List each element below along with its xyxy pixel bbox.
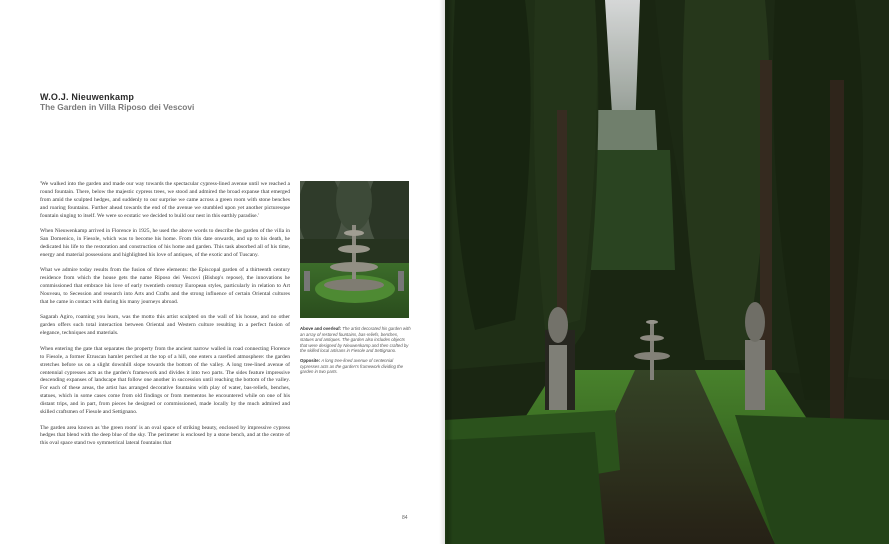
paragraph: The garden area known as 'the green room' is an oval space of striking beauty, enclosed by impressive cypress hedges that blend with the deep blue of the sky. The perimeter is enclosed by a stone bench, and at the centre of this oval space stand two symmetrical lateral fountains that — [40, 424, 290, 447]
photo-caption — [300, 326, 412, 379]
body-text — [40, 181, 290, 456]
fountain-photo — [300, 181, 409, 318]
paragraph: What we admire today results from the fusion of three elements: the Episcopal garden of a thirteenth century residence from which the house gets the name Riposo dei Vescovi (Bishop's repose), the innovations he commissioned that embrace his love of early twentieth century European styles, particularly in relation to Art Nouveau, to Secession and research into Arts and Crafts and the strong influence of certain Oriental cultures that he came in contact with during his many journeys abroad. — [40, 267, 290, 305]
paragraph: When Nieuwenkamp arrived in Florence in 1925, he used the above words to describe the garden of the villa in San Domenico, in Fiesole, which was to become his home. From this date onwards, and up to his death, he dedicated his life to the restoration and construction of his home and garden. This task absorbed all of his time, energy and material possessions and highlighted his love of antiques, of the exotic and of Tuscany. — [40, 228, 290, 258]
page-gutter — [439, 0, 453, 544]
caption-text: A long tree-lined avenue of centennial cypresses acts as the garden's framework dividing the garden in two parts. — [300, 357, 404, 375]
caption-lead: Above and overleaf: — [300, 326, 342, 331]
caption-text: The artist decorated his garden with an array of restored fountains, bas-reliefs, benches, statues and antiques. The garden also includes objects that were designed by Nieuwenkamp and then crafted by the skilled local artisans in Fiesole and Settignano. — [300, 326, 411, 354]
paragraph: Sagarah Agiro, roaming you learn, was the motto this artist sculpted on the wall of his house, and no other garden offers such total interaction between Oriental and Western culture resulting in a perfect fusion of elegance, techniques and materials. — [40, 314, 290, 337]
paragraph: When entering the gate that separates the property from the ancient narrow walled in road connecting Florence to Fiesole, a former Etruscan hamlet perched at the top of a hill, one enters a rarefied atmosphere: the garden stretches before us on a slight downhill slope towards the bottom of the valley. A long tree-lined avenue of centennial cypresses acts as the garden's framework and divides it into two parts. The sides feature impressive descending expanses of landscape that follow one another in succession until reaching the bottom of the valley. For each of these areas, the artist has arranged decorative fountains with play of water, bas-reliefs, benches, statues, which in some cases come from old findings or from mementos he encountered while on one of his distant trips, and in part, from pieces he designed or commissioned, made locally by the much admired and skilled craftsmen of Fiesole and Settignano. — [40, 345, 290, 416]
paragraph: 'We walked into the garden and made our way towards the spectacular cypress-lined avenue until we reached a round fountain. There, below the majestic cypress trees, we stood and admired the broad expanse that emerged from amid the sculpted hedges, and suddenly to our surprise we came across a green room with stone benches and roaring fountains. Further ahead towards the end of the avenue we stumbled upon yet another picturesque fountain singing to itself. We were so ecstatic we decided to build our nest in this earthly paradise.' — [40, 181, 290, 219]
cypress-avenue-photo — [445, 0, 889, 544]
caption-lead: Opposite: — [300, 357, 321, 363]
author-title: W.O.J. Nieuwenkamp — [40, 92, 135, 102]
page-number: 84 — [402, 515, 408, 521]
article-subtitle: The Garden in Villa Riposo dei Vescovi — [40, 102, 195, 112]
